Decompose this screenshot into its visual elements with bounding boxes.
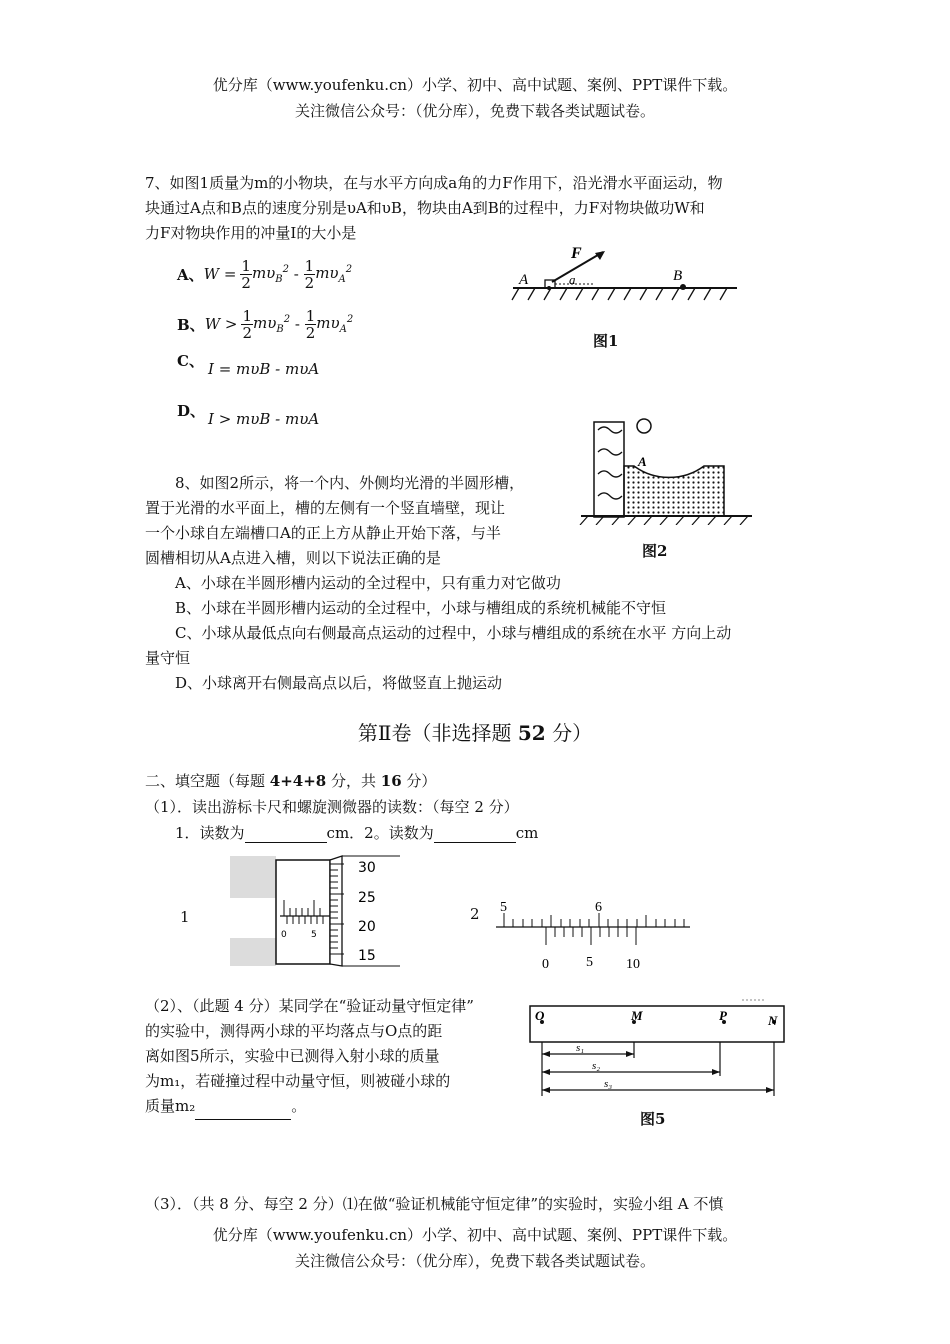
q8-line-1: 8、如图2所示，将一个内、外侧均光滑的半圆形槽， — [175, 474, 525, 492]
figure-5-caption: 图5 — [640, 1110, 666, 1128]
q2-line-5: 质量m₂ 。 — [145, 1094, 306, 1120]
q8-option-d: D、小球离开右侧最高点以后，将做竖直上抛运动 — [175, 674, 503, 692]
fig2-label-A: A — [638, 454, 647, 469]
half-fraction: $\frac{1}{2}$ — [242, 306, 252, 342]
half-fraction: $\frac{1}{2}$ — [305, 306, 316, 342]
point-P: P — [719, 1008, 727, 1023]
q2-line-4: 为m₁，若碰撞过程中动量守恒，则被碰小球的 — [145, 1072, 451, 1090]
q8-option-a: A、小球在半圆形槽内运动的全过程中，只有重力对它做功 — [175, 574, 561, 592]
fill-heading: 二、填空题（每题 4+4+8 分，共 16 分） — [145, 772, 437, 790]
distance-s2: s₂ — [592, 1060, 601, 1072]
vernier-label-10: 10 — [626, 957, 640, 972]
point-M: M — [631, 1008, 643, 1023]
micrometer-diagram — [230, 852, 405, 970]
answer-blank-2[interactable] — [434, 824, 516, 843]
distance-s3: s₃ — [604, 1078, 613, 1090]
figure-2-semicircle-groove — [576, 410, 754, 525]
q7-option-c-label: C、 — [177, 352, 204, 370]
vernier-label-0: 0 — [542, 957, 549, 972]
footer-line-2: 关注微信公众号：（优分库），免费下载各类试题试卷。 — [294, 1252, 655, 1270]
q7-option-d-expr: I > mυB - mυA — [208, 410, 320, 428]
answer-blank-m2[interactable] — [195, 1094, 291, 1120]
q7-line-2: 块通过A点和B点的速度分别是υA和υB，物块由A到B的过程中，力F对物块做功W和 — [145, 199, 705, 217]
q7-option-d-label: D、 — [177, 402, 206, 420]
q8-option-b: B、小球在半圆形槽内运动的全过程中，小球与槽组成的系统机械能不守恒 — [175, 599, 667, 617]
distance-s1: s₁ — [576, 1042, 585, 1054]
footer-line-1: 优分库（www.youfenku.cn）小学、初中、高中试题、案例、PPT课件下载。 — [212, 1226, 738, 1244]
fig-label-2: 2 — [470, 905, 480, 923]
fill-sub-1: （1）．读出游标卡尺和螺旋测微器的读数：（每空 2 分） — [145, 798, 519, 816]
fill-reading-line: 1．读数为 cm．2。读数为 cm — [175, 824, 539, 842]
sleeve-label-0: 0 — [281, 930, 287, 940]
thimble-label-20: 20 — [358, 919, 376, 935]
q7-option-b: B、 W > $\frac{1}{2}$ $m\upsilon_B^2$ - $\frac{1}{2}$ $m\upsilon_A^2$ — [177, 306, 354, 342]
thimble-label-15: 15 — [358, 948, 376, 964]
vernier-caliper-diagram — [492, 895, 692, 975]
q2-line-2: 的实验中，测得两小球的平均落点与O点的距 — [145, 1022, 443, 1040]
q7-option-a: A、 W = $\frac{1}{2}$ $m\upsilon_B^2$ - $\frac{1}{2}$ $m\upsilon_A^2$ — [177, 256, 353, 292]
thimble-label-25: 25 — [358, 890, 376, 906]
q8-option-c-line-2: 量守恒 — [145, 649, 191, 667]
q8-line-2: 置于光滑的水平面上，槽的左侧有一个竖直墙壁，现让 — [145, 499, 506, 517]
q7-line-3: 力F对物块作用的冲量I的大小是 — [145, 224, 357, 242]
q8-line-3: 一个小球自左端槽口A的正上方从静止开始下落，与半 — [145, 524, 501, 542]
figure-1-incline-diagram — [505, 238, 750, 308]
q3-line-1: （3）．（共 8 分、每空 2 分）⑴在做“验证机械能守恒定律”的实验时，实验小组 A 不慎 — [145, 1195, 724, 1213]
fig-label-1: 1 — [180, 908, 190, 926]
figure-1-caption: 图1 — [593, 332, 619, 350]
fig1-label-A: A — [519, 272, 529, 288]
q8-line-4: 圆槽相切从A点进入槽，则以下说法正确的是 — [145, 549, 441, 567]
q7-option-a-lhs: W = — [203, 265, 237, 283]
q7-option-b-label: B、 — [177, 315, 205, 334]
point-N: N — [768, 1013, 778, 1028]
answer-blank-1[interactable] — [245, 824, 327, 843]
header-line-1: 优分库（www.youfenku.cn）小学、初中、高中试题、案例、PPT课件下载。 — [212, 76, 738, 94]
half-fraction: $\frac{1}{2}$ — [304, 256, 315, 292]
fig1-label-a: a — [569, 272, 576, 287]
figure-2-caption: 图2 — [642, 542, 668, 560]
q2-line-1: （2）、（此题 4 分）某同学在“验证动量守恒定律” — [145, 997, 474, 1015]
q7-option-b-lhs: W > — [204, 315, 238, 333]
header-line-2: 关注微信公众号：（优分库），免费下载各类试题试卷。 — [294, 102, 655, 120]
fig1-label-F: F — [571, 245, 582, 262]
part-2-title: 第Ⅱ卷（非选择题 52 分） — [357, 721, 593, 745]
point-O: O — [535, 1008, 545, 1023]
q7-option-a-label: A、 — [177, 265, 204, 284]
main-scale-label-6: 6 — [595, 900, 602, 915]
figure-5-landing-points — [528, 998, 786, 1102]
main-scale-label-5: 5 — [500, 900, 507, 915]
q8-option-c-line-1: C、小球从最低点向右侧最高点运动的过程中，小球与槽组成的系统在水平 方向上动 — [175, 624, 732, 642]
thimble-label-30: 30 — [358, 860, 376, 876]
q7-option-c-expr: I = mυB - mυA — [208, 360, 320, 378]
vernier-label-5: 5 — [586, 955, 593, 970]
sleeve-label-5: 5 — [311, 930, 317, 940]
fig1-label-B: B — [673, 268, 683, 284]
q2-line-3: 离如图5所示，实验中已测得入射小球的质量 — [145, 1047, 440, 1065]
q7-line-1: 7、如图1质量为m的小物块，在与水平方向成a角的力F作用下，沿光滑水平面运动，物 — [145, 174, 723, 192]
half-fraction: $\frac{1}{2}$ — [241, 256, 251, 292]
